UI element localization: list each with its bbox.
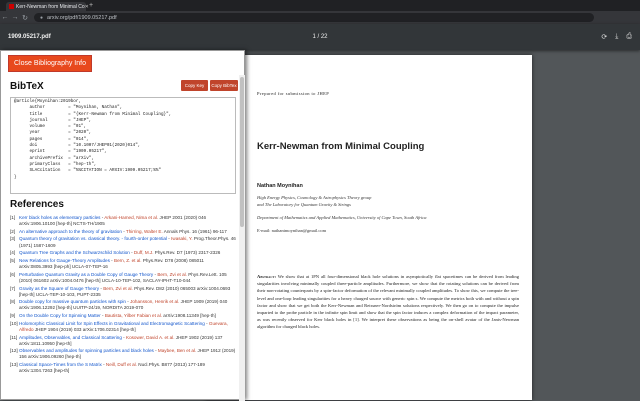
- reference-venue: arXiv:1908.11349 [hep-th]: [162, 313, 216, 319]
- reference-title-link[interactable]: Kerr black holes as elementary particles: [19, 215, 101, 220]
- reference-venue: JHEP 1902 (2019) 137 arXiv:1811.10950 [hep-th]: [19, 334, 223, 346]
- reference-item: [10, 335, 238, 347]
- close-tab-icon[interactable]: ✕: [84, 3, 89, 10]
- reference-venue: Annals Phys. 16 (1961) 96-117: [162, 228, 227, 234]
- reference-authors: Bern, Zvi et al.: [157, 271, 187, 277]
- reference-item: [10, 215, 238, 227]
- affiliation-line-2: and The Laboratory for Quantum Gravity & Strings: [257, 202, 351, 207]
- reference-number: [3]: [10, 236, 16, 242]
- reference-body: Gravity as the Square of Gauge Theory - Bern, Zvi et al. Phys.Rev. D82 (2010) 065003 arXiv:1004.0693 [hep-th] UCLA-TEP-10-103, PUPT-2335: [19, 285, 231, 297]
- reference-number: [10]: [10, 320, 18, 326]
- email-line: E-mail: nathantmoynihan@gmail.com: [257, 228, 327, 233]
- reference-title-link[interactable]: Quantum Tree Graphs and the Schwarzschild Solution: [19, 250, 130, 256]
- reference-number: [12]: [10, 348, 18, 354]
- pdf-favicon-icon: [9, 4, 14, 9]
- copy-key-button[interactable]: Copy Key: [181, 80, 208, 91]
- pdf-tools: [601, 33, 632, 41]
- reference-title-link[interactable]: Quantum theory of gravitation vs. classical theory. - fourth-order potential: [19, 236, 168, 242]
- pdf-file-title: 1909.05217.pdf: [8, 34, 51, 40]
- prepared-note: Prepared for submission to JHEP: [257, 91, 330, 96]
- reference-venue: Phys.Rev.Lett. 105 (2010) 061602 arXiv:1004.0476 [hep-th] UCLA-10-TEP-102, SACLAY-IPHT-T10-044: [19, 271, 227, 283]
- reference-authors: Thirring, Walter E.: [125, 228, 163, 234]
- reference-number: [13]: [10, 362, 18, 368]
- bibtex-line: journal = "JHEP",: [14, 117, 92, 123]
- reference-body: Classical Space-Times from the S Matrix - Neill, Duff et al. Nucl.Phys. B877 (2013) 177-189 arXiv:1304.7263 [hep-th]: [19, 362, 205, 374]
- reference-body: Observables and amplitudes for spinning particles and black holes - Maybee, Ben et al. JHEP 1912 (2019) 156 arXiv:1906.09260 [hep-th]: [19, 348, 236, 360]
- reference-item: [10, 286, 238, 298]
- reference-venue: JHEP 1912 (2019) 156 arXiv:1906.09260 [hep-th]: [19, 348, 236, 360]
- reference-body: Amplitudes, Observables, and Classical Scattering - Kosower, David A. et al. JHEP 1902 (2019) 137 arXiv:1811.10950 [hep-th]: [19, 334, 223, 346]
- bibtex-line: pages = "014",: [14, 136, 89, 142]
- scrollbar-thumb[interactable]: [240, 77, 244, 227]
- references-heading: References: [10, 199, 64, 210]
- bibliography-panel: [0, 50, 245, 400]
- reference-body: On the Double Copy for Spinning Matter - Bautista, Yilber Fabian et al. arXiv:1908.11349 [hep-th]: [19, 313, 216, 319]
- reference-authors: Bern, Z. et al.: [114, 257, 142, 263]
- reference-body: Quantum theory of gravitation vs. classical theory. - fourth-order potential - Iwasaki, Y. Prog.Theor.Phys. 46 (1971) 1587-1609: [19, 236, 236, 248]
- references-list: [10, 215, 238, 376]
- pdf-toolbar: [0, 24, 640, 50]
- reference-body: Double copy for massive quantum particles with spin - Johansson, Henrik et al. JHEP 1909 (2019) 040 arXiv:1906.12292 [hep-th] UUITP-24/19, NORDITA 2019-070: [19, 299, 228, 311]
- reference-venue: Nucl.Phys. B877 (2013) 177-189 arXiv:1304.7263 [hep-th]: [19, 362, 205, 374]
- close-bibliography-button[interactable]: Close Bibliography Info: [8, 55, 92, 72]
- reference-item: [10, 272, 238, 284]
- address-bar-row: [0, 11, 640, 24]
- reference-number: [1]: [10, 215, 16, 220]
- bibtex-line: SLACcitation = "%%CITATION = ARXIV:1909.05217;%%": [14, 168, 161, 174]
- abstract-heading: Abstract:: [257, 274, 277, 279]
- reference-item: [10, 250, 238, 256]
- reference-venue: Phys.Rev. D7 (1973) 2317-2326: [153, 250, 221, 256]
- reference-title-link[interactable]: New Relations for Gauge-Theory Amplitudes: [19, 257, 110, 263]
- url-text: arxiv.org/pdf/1909.05217.pdf: [47, 14, 117, 21]
- reference-authors: Duff, M.J.: [133, 250, 154, 256]
- bibtex-line: }: [14, 174, 17, 180]
- panel-scrollbar[interactable]: [239, 75, 245, 401]
- bibtex-line: archivePrefix = "arXiv",: [14, 155, 94, 161]
- rotate-icon[interactable]: ⟳: [601, 34, 608, 41]
- bibtex-line: primaryClass = "hep-th",: [14, 161, 97, 167]
- reference-body: Holomorphic Classical Limit for Spin Effects in Gravitational and Electromagnetic Scattering - Guevara, Alfredo JHEP 1904 (2019) 033 arXiv:1706.02314 [hep-th]: [19, 320, 228, 332]
- reference-venue: Prog.Theor.Phys. 46 (1971) 1587-1609: [19, 236, 236, 248]
- reference-title-link[interactable]: An alternative approach to the theory of gravitation: [19, 228, 122, 234]
- affiliation-line-1: High Energy Physics, Cosmology & Astrophysics Theory group: [257, 195, 372, 200]
- reference-number: [5]: [10, 257, 16, 263]
- bibtex-line: eprint = "1909.05217",: [14, 149, 107, 155]
- bibtex-line: doi = "10.1007/JHEP01(2020)014",: [14, 143, 141, 149]
- reference-item: [10, 362, 238, 374]
- reference-item: [10, 236, 238, 248]
- reference-number: [7]: [10, 285, 16, 291]
- reload-icon[interactable]: ↻: [22, 14, 28, 22]
- reference-title-link[interactable]: On the Double Copy for Spinning Matter: [19, 313, 101, 319]
- reference-venue: Phys.Rev. D82 (2010) 065003 arXiv:1004.0693 [hep-th] UCLA-TEP-10-103, PUPT-2335: [19, 285, 231, 297]
- reference-number: [6]: [10, 271, 16, 277]
- reference-number: [11]: [10, 334, 18, 340]
- reference-authors: Kosower, David A. et al.: [126, 334, 175, 340]
- forward-icon[interactable]: →: [11, 14, 19, 21]
- reference-body: Kerr black holes as elementary particles - Arkani-Hamed, Nima et al. JHEP 2001 (2020) 046 arXiv:1906.10100 [hep-th] NCTS-TH/1905: [19, 215, 207, 227]
- url-field[interactable]: [34, 13, 594, 22]
- reference-venue: JHEP 2001 (2020) 046 arXiv:1906.10100 [hep-th] NCTS-TH/1905: [19, 215, 207, 227]
- tab-title: Kerr-Newman from Minimal Co: [16, 3, 85, 10]
- reference-authors: Iwasaki, Y.: [171, 236, 193, 242]
- reference-title-link[interactable]: Holomorphic Classical Limit for Spin Effects in Gravitational and Electromagnetic Scattering: [19, 320, 205, 326]
- reference-number: [2]: [10, 228, 16, 234]
- reference-title-link[interactable]: Perturbative Quantum Gravity as a Double Copy of Gauge Theory: [19, 271, 154, 277]
- back-icon[interactable]: ←: [1, 14, 9, 21]
- copy-bibtex-button[interactable]: Copy BibTex: [210, 80, 238, 91]
- reference-title-link[interactable]: Classical Space-Times from the S Matrix: [19, 362, 102, 368]
- reference-title-link[interactable]: Observables and amplitudes for spinning particles and black holes: [19, 348, 154, 354]
- reference-venue: JHEP 1904 (2019) 033 arXiv:1706.02314 [hep-th]: [33, 326, 136, 332]
- browser-tab-bar: [0, 0, 640, 11]
- paper-title: Kerr-Newman from Minimal Coupling: [257, 141, 425, 152]
- affiliation-line-3: Department of Mathematics and Applied Mathematics, University of Cape Town, South Africa: [257, 215, 427, 220]
- bibtex-line: @article{Moynihan:2019bor,: [14, 99, 82, 104]
- reference-body: Perturbative Quantum Gravity as a Double Copy of Gauge Theory - Bern, Zvi et al. Phys.Rev.Lett. 105 (2010) 061602 arXiv:1004.0476 [hep-th] UCLA-10-TEP-102, SACLAY-IPHT-T10-044: [19, 271, 227, 283]
- reference-body: An alternative approach to the theory of gravitation - Thirring, Walter E. Annals Phys. 16 (1961) 96-117: [19, 228, 227, 234]
- reference-venue: JHEP 1909 (2019) 040 arXiv:1906.12292 [hep-th] UUITP-24/19, NORDITA 2019-070: [19, 299, 228, 311]
- bibtex-heading: BibTeX: [10, 81, 44, 92]
- reference-number: [4]: [10, 250, 16, 256]
- reference-venue: Phys.Rev. D78 (2008) 085011 arXiv:0805.3993 [hep-ph] UCLA-07-TEP-16: [19, 257, 204, 270]
- bibtex-line: title = "{Kerr-Newman from Minimal Coupling}",: [14, 111, 172, 117]
- reference-authors: Neill, Duff et al.: [105, 362, 137, 368]
- abstract: [257, 273, 519, 331]
- bibtex-line: author = "Moynihan, Nathan",: [14, 105, 123, 111]
- reference-item: [10, 313, 238, 319]
- lock-icon: ●: [40, 14, 44, 21]
- reference-item: [10, 229, 238, 235]
- reference-title-link[interactable]: Gravity as the Square of Gauge Theory: [19, 285, 100, 291]
- reference-item: [10, 348, 238, 360]
- reference-number: [8]: [10, 299, 16, 305]
- reference-title-link[interactable]: Double copy for massive quantum particles with spin: [19, 299, 126, 305]
- print-icon[interactable]: ⎙: [626, 33, 632, 40]
- reference-title-link[interactable]: Amplitudes, Observables, and Classical Scattering: [19, 334, 122, 340]
- reference-authors: Johansson, Henrik et al.: [130, 299, 180, 305]
- reference-authors: Bautista, Yilber Fabian et al.: [104, 313, 163, 319]
- new-tab-icon[interactable]: +: [89, 2, 94, 9]
- abstract-text: We show that at 1PN all four-dimensional black hole solutions in asymptotically flat spacetimes can be derived from leading singularities involving minimally coupled three-particle amplitudes. Furthermore, we show that the rotating solutions can be derived from their non-rotating counterparts by a spin-factor deformation of the relevant minimally coupled amplitudes. To show this, we compute the tree-level and one-loop leading singularities for a heavy charged source with generic spin s. We compute the metrics both with and without a spin factor and show that we get both the Kerr-Newman and Reissner-Nordström solutions respectively. We then go on to compute the impulse imparted to the probe particle in the infinite spin limit and show that the spin factor induces a complex deformation of the impact parameter, as was recently observed for Kerr black holes in [1]. We interpret these observations as being the on-shell avatar of the Janis-Newman algorithm for charged black holes.: [257, 274, 519, 330]
- reference-authors: Bern, Zvi et al.: [103, 285, 133, 291]
- reference-body: New Relations for Gauge-Theory Amplitudes - Bern, Z. et al. Phys.Rev. D78 (2008) 085011 arXiv:0805.3993 [hep-ph] UCLA-07-TEP-16: [19, 257, 204, 270]
- reference-authors: Arkani-Hamed, Nima et al.: [104, 215, 159, 220]
- pdf-page: [205, 55, 532, 400]
- reference-item: [10, 299, 238, 311]
- reference-body: Quantum Tree Graphs and the Schwarzschild Solution - Duff, M.J. Phys.Rev. D7 (1973) 2317-2326: [19, 250, 221, 256]
- panel-body: [1, 75, 246, 401]
- download-icon[interactable]: ⤓: [615, 33, 619, 40]
- bibtex-code[interactable]: [10, 97, 236, 194]
- reference-authors: Maybee, Ben et al.: [157, 348, 197, 354]
- page-counter: 1 / 22: [312, 34, 328, 40]
- bibtex-line: year = "2020",: [14, 130, 92, 136]
- reference-number: [9]: [10, 313, 16, 319]
- bibtex-line: volume = "01",: [14, 124, 87, 130]
- reference-authors: Guevara, Alfredo: [19, 320, 228, 332]
- reference-item: [10, 258, 238, 270]
- reference-item: [10, 321, 238, 333]
- paper-author: Nathan Moynihan: [257, 183, 303, 189]
- browser-tab[interactable]: [6, 2, 89, 11]
